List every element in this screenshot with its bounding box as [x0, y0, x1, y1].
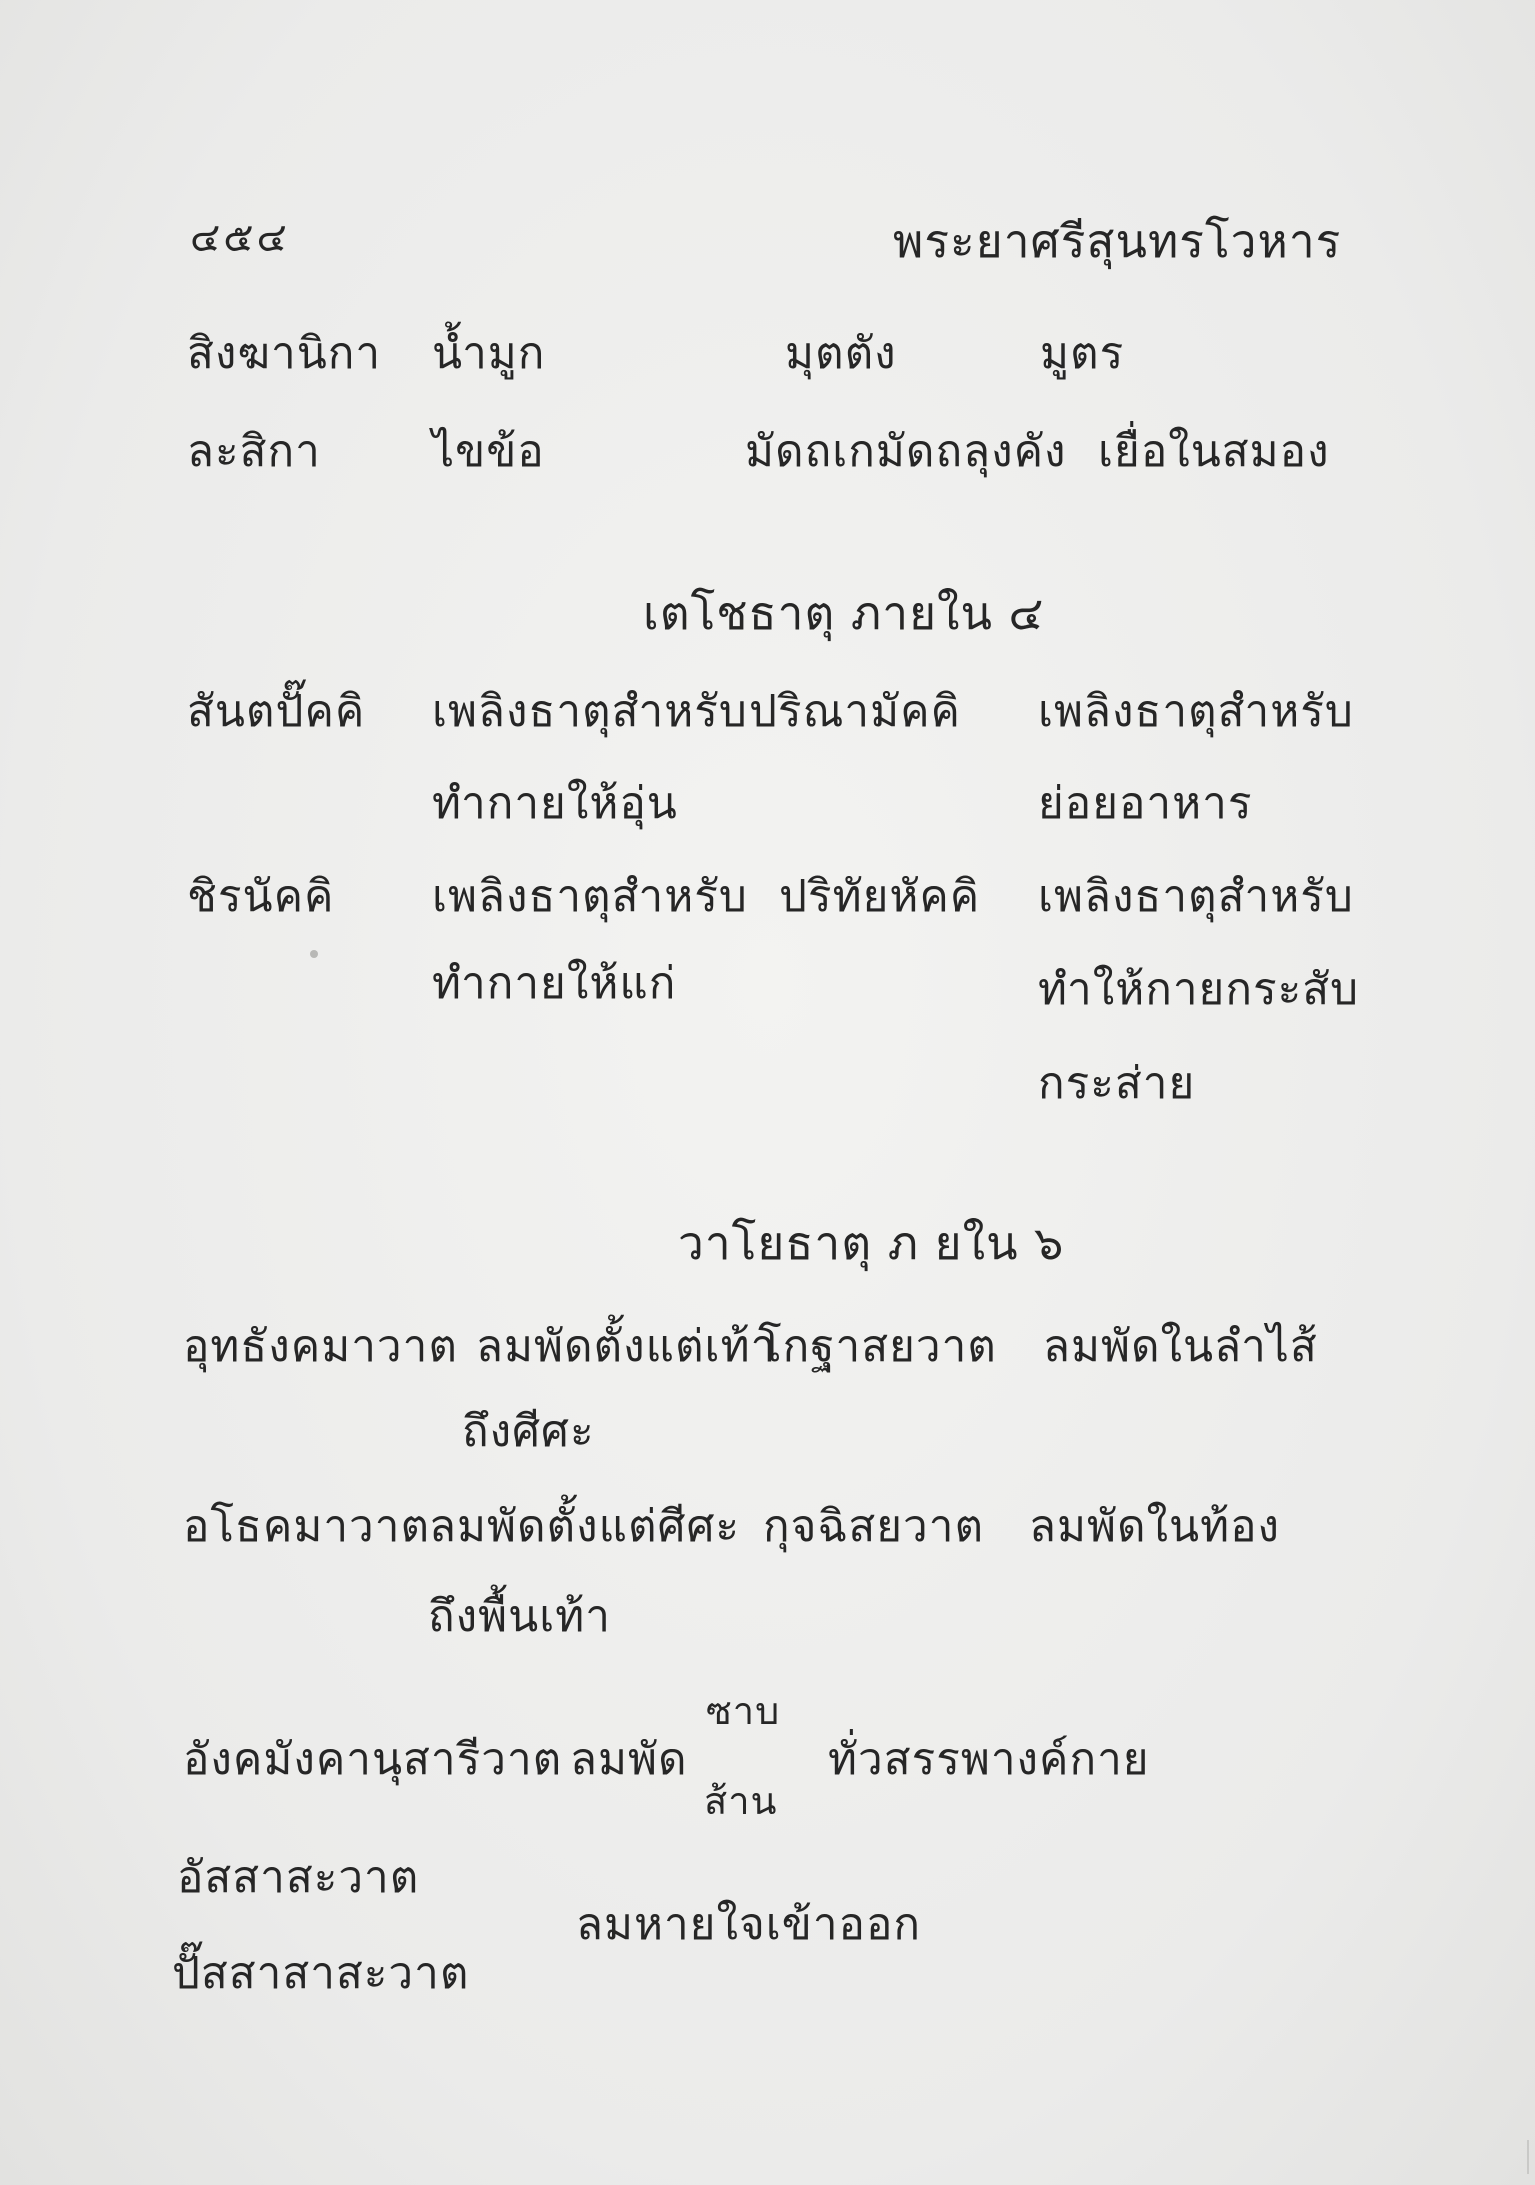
gloss-parinamakki-1: เพลิงธาตุสำหรับ: [1038, 686, 1354, 737]
gloss-uddhangama-1: ลมพัดตั้งแต่เท้า: [476, 1321, 777, 1372]
term-adhogama: อโธคมาวาต: [183, 1501, 431, 1552]
page-number: ๔๕๔: [190, 215, 290, 261]
gloss-throughout-body: ทั่วสรรพางค์กาย: [828, 1734, 1150, 1785]
gloss-uddhangama-2: ถึงศีศะ: [462, 1406, 595, 1457]
running-title: พระยาศรีสุนทรโวหาร: [893, 214, 1342, 268]
term-muttang: มุตตัง: [785, 328, 897, 379]
term-kotthasaya: โกฐาสยวาต: [758, 1321, 997, 1372]
scan-edge-mark: [1513, 2140, 1529, 2174]
gloss-mut: มูตร: [1040, 328, 1125, 379]
gloss-nam-muk: น้ำมูก: [432, 328, 546, 379]
term-singhanika: สิงฆานิกา: [187, 328, 382, 379]
gloss-breathing: ลมหายใจเข้าออก: [576, 1899, 922, 1950]
term-parinamakki: ปริณามัคคิ: [749, 686, 961, 737]
gloss-khai-kho: ไขข้อ: [432, 426, 545, 477]
heading-tejo: เตโชธาตุ ภายใน ๔: [643, 586, 1045, 640]
term-passasa: ปั๊สสาสาสะวาต: [172, 1948, 470, 1999]
gloss-chiranakki-1: เพลิงธาตุสำหรับ: [432, 871, 748, 922]
heading-vayo: วาโยธาตุ ภ ยใน ๖: [678, 1216, 1065, 1270]
term-lasika: ละสิกา: [187, 426, 321, 477]
term-matthake: มัดถเกมัดถลุงคัง: [745, 426, 1067, 477]
gloss-parinamakki-2: ย่อยอาหาร: [1038, 778, 1253, 829]
gloss-parithaihakki-1: เพลิงธาตุสำหรับ: [1038, 871, 1354, 922]
gloss-parithaihakki-2: ทำให้กายกระสับ: [1038, 964, 1360, 1015]
gloss-santappakki-1: เพลิงธาตุสำหรับ: [432, 686, 748, 737]
term-kucchisaya: กุจฉิสยวาต: [763, 1501, 985, 1552]
gloss-parithaihakki-3: กระส่าย: [1038, 1058, 1196, 1109]
term-uddhangama: อุทธังคมาวาต: [183, 1321, 458, 1372]
term-angamanganusari: อังคมังคานุสารีวาต: [183, 1734, 563, 1785]
gloss-brain-membrane: เยื่อในสมอง: [1098, 426, 1330, 477]
scan-speck: [310, 950, 318, 958]
gloss-santappakki-2: ทำกายให้อุ่น: [432, 778, 678, 829]
gloss-variant-sap: ซาบ: [706, 1689, 781, 1733]
term-chiranakki: ชิรนัคคิ: [187, 871, 335, 922]
gloss-kotthasaya: ลมพัดในลำไส้: [1043, 1321, 1318, 1372]
gloss-lom-phat: ลมพัด: [570, 1734, 688, 1785]
gloss-adhogama-2: ถึงพื้นเท้า: [428, 1591, 611, 1642]
gloss-adhogama-1: ลมพัดตั้งแต่ศีศะ: [429, 1501, 741, 1552]
term-parithaihakki: ปริทัยหัคคิ: [779, 871, 981, 922]
gloss-variant-san: ส้าน: [704, 1779, 778, 1823]
gloss-chiranakki-2: ทำกายให้แก่: [432, 958, 677, 1009]
term-assasa: อัสสาสะวาต: [177, 1852, 420, 1903]
term-santappakki: สันตปั๊คคิ: [187, 686, 366, 737]
gloss-kucchisaya: ลมพัดในท้อง: [1029, 1501, 1281, 1552]
